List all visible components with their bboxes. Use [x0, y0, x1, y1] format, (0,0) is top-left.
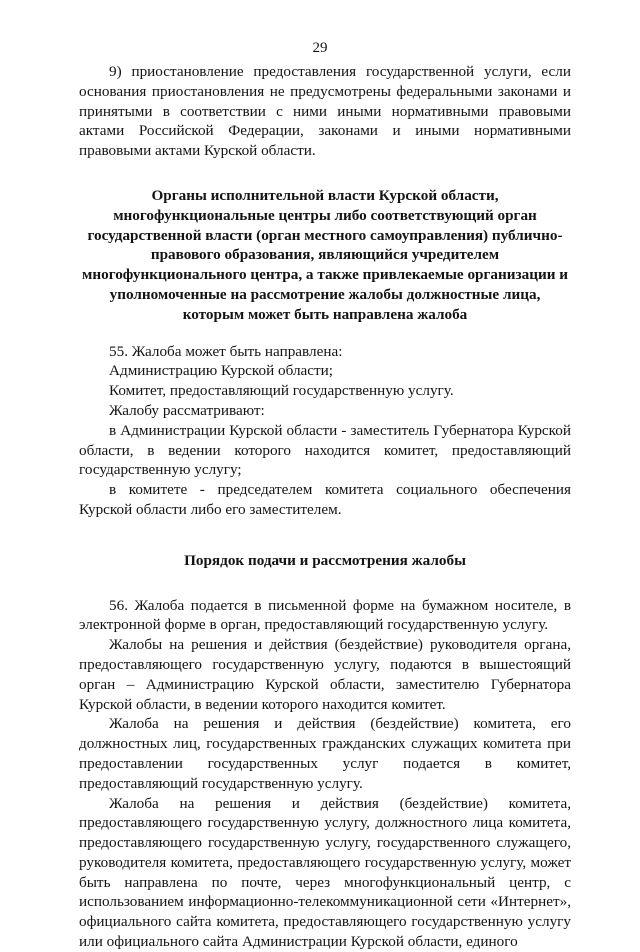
paragraph-committee-complaints: Жалоба на решения и действия (бездействие) комитета, его должностных лиц, государственных гражданских служащих комитета при предоставлении государственных услуг подается в комитет, предоставляющий государственную услугу.: [79, 715, 571, 792]
page-number: 29: [312, 40, 328, 56]
section-heading-complaint-procedure: Порядок подачи и рассмотрения жалобы: [184, 551, 466, 569]
paragraph-committee: Комитет, предоставляющий государственную услугу.: [109, 382, 454, 400]
paragraph-head-complaints: Жалобы на решения и действия (бездействие) руководителя органа, предоставляющего государственную услугу, подаются в вышестоящий орган – Администрацию Курской области, заместителю Губернатора Курской области, в ведении которого находится комитет.: [79, 636, 571, 713]
paragraph-56: 56. Жалоба подается в письменной форме на бумажном носителе, в электронной форме в орган, предоставляющий государственную услугу.: [79, 596, 571, 634]
section-heading-complaint-bodies: Органы исполнительной власти Курской области, многофункциональные центры либо соответствующий орган государственной власти (орган местного самоуправления) публично-правового образования, являющийся учредителем многофункционального центра, а также привлекаемые организации и уполномоченные на рассмотрение жалобы должностные лица, которым может быть направлена жалоба: [82, 186, 568, 323]
paragraph-submission-channels: Жалоба на решения и действия (бездействие) комитета, предоставляющего государственную услугу, должностного лица комитета, предоставляющего государственную услугу, государственного служащего, руководителя комитета, предоставляющего государственную услугу, может быть направлена по почте, через многофункциональный центр, с использованием информационно-телекоммуникационной сети «Интернет», официального сайта комитета, предоставляющего государственную услугу или официального сайта Администрации Курской области, единого: [79, 794, 571, 951]
paragraph-reviewers: Жалобу рассматривают:: [109, 401, 265, 419]
paragraph-administration-reviewer: в Администрации Курской области - заместитель Губернатора Курской области, в ведении которого находится комитет, предоставляющий государственную услугу;: [79, 421, 571, 479]
page-content: [79, 62, 571, 952]
paragraph-administration: Администрацию Курской области;: [109, 362, 334, 380]
paragraph-55: 55. Жалоба может быть направлена:: [109, 342, 343, 360]
paragraph-committee-reviewer: в комитете - председателем комитета социального обеспечения Курской области либо его заместителем.: [79, 481, 571, 518]
intro-paragraph: 9) приостановление предоставления государственной услуги, если основания приостановления не предусмотрены федеральными законами и принятыми в соответствии с ними иными нормативными правовыми актами Российской Федерации, законами и иными нормативными правовыми актами Курской области.: [79, 63, 571, 160]
